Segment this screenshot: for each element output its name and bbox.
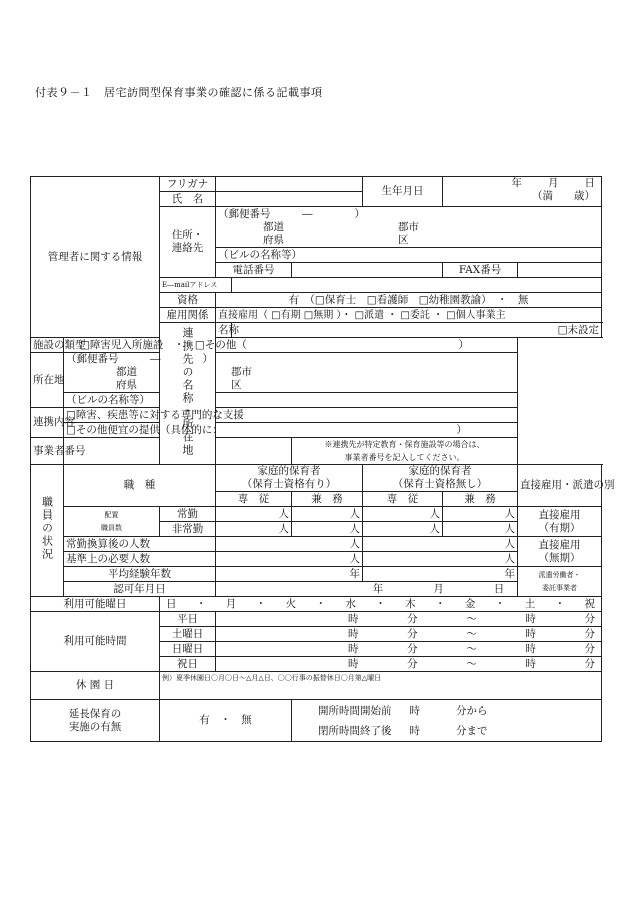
placement-label: 配置 職員数 [64, 507, 160, 537]
partner-name-label: 名称 [216, 323, 232, 338]
qualification-label: 資格 [160, 293, 216, 308]
day-hol[interactable]: 祝 [584, 597, 595, 610]
partner-content-2[interactable]: □その他便宜の提供（具体的に： [66, 423, 223, 436]
direct-open-label: 直接雇用 （無期） [518, 537, 602, 567]
partner-content-1[interactable]: □障害、疾患等に対する専門的な支援 [64, 408, 518, 423]
day-fri[interactable]: 金 [464, 597, 476, 610]
hours-row-sun: 日曜日 [160, 642, 216, 657]
hours-row-sat: 土曜日 [160, 627, 216, 642]
required-label: 基準上の必要人数 [64, 552, 216, 567]
license-year[interactable]: 年 [372, 582, 384, 595]
col-a-header: 家庭的保育者 （保育士資格有り） [216, 465, 363, 492]
regular-label: 常勤 [160, 507, 216, 522]
hours-tilde: ～ [466, 657, 477, 670]
email-label: E―mailアドレス [160, 278, 232, 293]
extended-before-label: 開所時間開始前 [318, 704, 392, 717]
day-mon[interactable]: 月 [225, 597, 237, 610]
age-field[interactable]: （満 歳） [532, 190, 596, 202]
avg-years-b[interactable]: 年 [363, 567, 518, 582]
days-label: 利用可能曜日 [31, 597, 160, 612]
hours-start-hour: 時 [348, 612, 359, 625]
nonregular-a-part[interactable]: 人 [292, 522, 363, 537]
hours-label: 利用可能時間 [31, 612, 160, 672]
birth-month: 月 [548, 177, 559, 189]
partner-postal[interactable]: （郵便番号 ― ） [66, 353, 213, 365]
extended-after-label: 閉所時間終了後 [318, 724, 392, 737]
extended-before-min[interactable]: 分から [456, 704, 488, 717]
closed-example[interactable]: 例）夏季休園日〇月〇日～△月△日、〇〇行事の振替休日〇月第△曜日 [160, 672, 602, 700]
name-field[interactable] [216, 192, 363, 207]
hours-start-hour: 時 [348, 657, 359, 670]
page-title: 付表９－１ 居宅訪問型保育事業の確認に係る記載事項 [35, 86, 323, 99]
nonregular-label: 非常勤 [160, 522, 216, 537]
employment-options[interactable]: 直接雇用（ □有期 □無期 ）・ □派遣 ・ □委託 ・ □個人事業主 [216, 308, 602, 323]
fax-label: FAX番号 [443, 263, 518, 278]
hours-start-hour: 時 [348, 627, 359, 640]
col-c-header: 直接雇用・派遣の別 [518, 465, 602, 507]
day-sat[interactable]: 土 [524, 597, 536, 610]
hours-end-min: 分 [584, 642, 595, 655]
required-b[interactable]: 人 [363, 552, 518, 567]
closed-label: 休 園 日 [31, 672, 160, 700]
hours-end-hour: 時 [525, 612, 536, 625]
hours-row-weekday: 平日 [160, 612, 216, 627]
birth-label: 生年月日 [363, 177, 443, 207]
regular-b-full[interactable]: 人 [363, 507, 443, 522]
manager-postal[interactable]: （郵便番号 ― ） [218, 208, 365, 220]
day-thu[interactable]: 木 [405, 597, 416, 610]
phone-label: 電話番号 [216, 263, 292, 278]
dispatch-label: 派遣労働者・ 委託事業者 [518, 567, 602, 597]
manager-section-label: 管理者に関する情報 [31, 177, 160, 338]
furigana-label: フリガナ [160, 177, 216, 192]
employment-label: 雇用関係 [160, 308, 216, 323]
partner-city: 郡市 区 [231, 366, 252, 391]
day-sun[interactable]: 日 [166, 597, 177, 610]
birth-year: 年 [511, 177, 523, 189]
hours-sat[interactable] [216, 627, 602, 642]
b-part-label: 兼 務 [443, 492, 518, 507]
license-month[interactable]: 月 [433, 582, 444, 595]
avg-years-a[interactable]: 年 [216, 567, 363, 582]
birth-day: 日 [584, 177, 596, 189]
converted-a[interactable]: 人 [216, 537, 363, 552]
business-no-note: ※連携先が特定教育・保育施設等の場合は、 事業者番号を記入してください。 [292, 438, 518, 465]
extended-after-min[interactable]: 分まで [456, 724, 488, 737]
partner-pref: 都道 府県 [116, 366, 137, 391]
hours-hol[interactable] [216, 657, 602, 672]
partner-location-label: 所在地 [31, 353, 64, 408]
extended-after-hour[interactable]: 時 [409, 724, 420, 737]
partner-content-2-close: ） [456, 423, 468, 436]
manager-pref: 都道 府県 [263, 221, 284, 246]
hours-end-hour: 時 [525, 627, 536, 640]
converted-label: 常勤換算後の人数 [64, 537, 216, 552]
hours-weekday[interactable] [216, 612, 602, 627]
hours-end-hour: 時 [525, 657, 536, 670]
regular-a-part[interactable]: 人 [292, 507, 363, 522]
confirmation-form: 管理者に関する情報 フリガナ 生年月日 年 月 日 （満 歳） 氏 名 住所・ 連絡先 （郵便番号 ― ） 都道 府県 郡市 区 （ビルの名称等） 電話番号 FAX番号 E―mailアドレス 資格 有 （□保育士 □看護師 □幼稚園教諭） ・ 無 雇用関係 直接雇用（ □有期 □無期 ）・ □派遣 ・ □委託 ・ □個人事業主 連携先の名称・所在地 名称 □未設定 施設の類型 □障害児入所施設 ・ □その他（ ） 所在地 （郵便番号 ― ） 都道 府県 郡市 区 （ビルの名称等） 連携内容 □障害、疾患等に対する専門的な支援 □その他便宜の提供（具体的に： ） 事業者番号 ※連携先が特定教育・保育施設等の場合は、 事業者番号を記入してください。 職員の状況 職 種 家庭的保育者 （保育士資格有り） 家庭的保育者 （保育士資格無し） 直接雇用・派遣の別 専 従 兼 務 専 従 兼 務 配置 職員数 常勤 人 人 人 人 直接雇用 （有期） 非常勤 人 人 人 人 常勤換算後の人数 人 人 直接雇用 （無期） 基準上の必要人数 人 人 平均経験年数 年 年 派遣労働者・ 委託事業者 認可年月日 年 月 日 利用可能曜日 日 ・ 月 ・ 火 ・ 水 ・ 木 ・ 金 ・ 土 ・ 祝 利用可能時間 平日 時 分 ～ 時 分 土曜日 時 分 ～ 時 分 日曜日 時 分 ～ 時 分 祝日 時 分 ～ 時 分 休 園 日 例）夏季休園日〇月〇日～△月△日、〇〇行事の振替休日〇月第△曜日 延長保育の 実施の有無 有 ・ 無 開所時間開始前 時 分から 閉所時間終了後 時 分まで [30, 176, 602, 742]
hours-tilde: ～ [466, 612, 477, 625]
business-no-field[interactable] [64, 438, 292, 465]
hours-tilde: ～ [466, 627, 477, 640]
hours-start-hour: 時 [348, 642, 359, 655]
b-full-label: 専 従 [363, 492, 443, 507]
hours-start-min: 分 [407, 657, 418, 670]
manager-building[interactable]: （ビルの名称等） [216, 248, 602, 263]
a-full-label: 専 従 [216, 492, 292, 507]
extended-label: 延長保育の 実施の有無 [31, 700, 160, 742]
extended-options[interactable]: 有 ・ 無 [160, 700, 292, 742]
hours-tilde: ～ [466, 642, 477, 655]
hours-end-hour: 時 [525, 642, 536, 655]
facility-label: 施設の類型 [31, 338, 64, 353]
furigana-field[interactable] [216, 177, 363, 192]
hours-start-min: 分 [407, 612, 418, 625]
nonregular-b-part[interactable]: 人 [443, 522, 518, 537]
hours-start-min: 分 [407, 642, 418, 655]
fax-field[interactable] [518, 263, 602, 278]
manager-city: 郡市 区 [398, 221, 419, 246]
staff-section-label: 職員の状況 [31, 465, 64, 597]
license-date-label: 認可年月日 [64, 582, 216, 597]
required-a[interactable]: 人 [216, 552, 363, 567]
day-wed[interactable]: 水 [345, 597, 356, 610]
phone-field[interactable] [292, 263, 443, 278]
job-label: 職 種 [64, 465, 216, 507]
partner-building[interactable]: （ビルの名称等） [64, 393, 518, 408]
qualification-options[interactable]: 有 （□保育士 □看護師 □幼稚園教諭） ・ 無 [216, 293, 602, 308]
partner-section-label: 連携先の名称・所在地 [160, 323, 216, 465]
hours-sun[interactable] [216, 642, 602, 657]
extended-before-hour[interactable]: 時 [409, 704, 420, 717]
business-no-label: 事業者番号 [31, 438, 64, 465]
address-label: 住所・ 連絡先 [160, 207, 216, 278]
facility-options[interactable]: □障害児入所施設 ・ □その他（ [80, 338, 247, 351]
avg-years-label: 平均経験年数 [64, 567, 216, 582]
col-b-header: 家庭的保育者 （保育士資格無し） [363, 465, 518, 492]
partner-content-label: 連携内容 [31, 408, 64, 438]
nonregular-b-full[interactable]: 人 [363, 522, 443, 537]
name-label: 氏 名 [160, 192, 216, 207]
hours-end-min: 分 [584, 627, 595, 640]
converted-b[interactable]: 人 [363, 537, 518, 552]
facility-close: ） [458, 338, 470, 351]
nonregular-a-full[interactable]: 人 [216, 522, 292, 537]
hours-end-min: 分 [584, 612, 595, 625]
hours-end-min: 分 [584, 657, 595, 670]
partner-unset[interactable]: □未設定 [232, 323, 602, 338]
regular-a-full[interactable]: 人 [216, 507, 292, 522]
direct-fixed-label: 直接雇用 （有期） [518, 507, 602, 537]
hours-start-min: 分 [407, 627, 418, 640]
email-field[interactable] [232, 278, 602, 293]
license-day[interactable]: 日 [493, 582, 505, 595]
a-part-label: 兼 務 [292, 492, 363, 507]
day-tue[interactable]: 火 [285, 597, 297, 610]
regular-b-part[interactable]: 人 [443, 507, 518, 522]
hours-row-hol: 祝日 [160, 657, 216, 672]
